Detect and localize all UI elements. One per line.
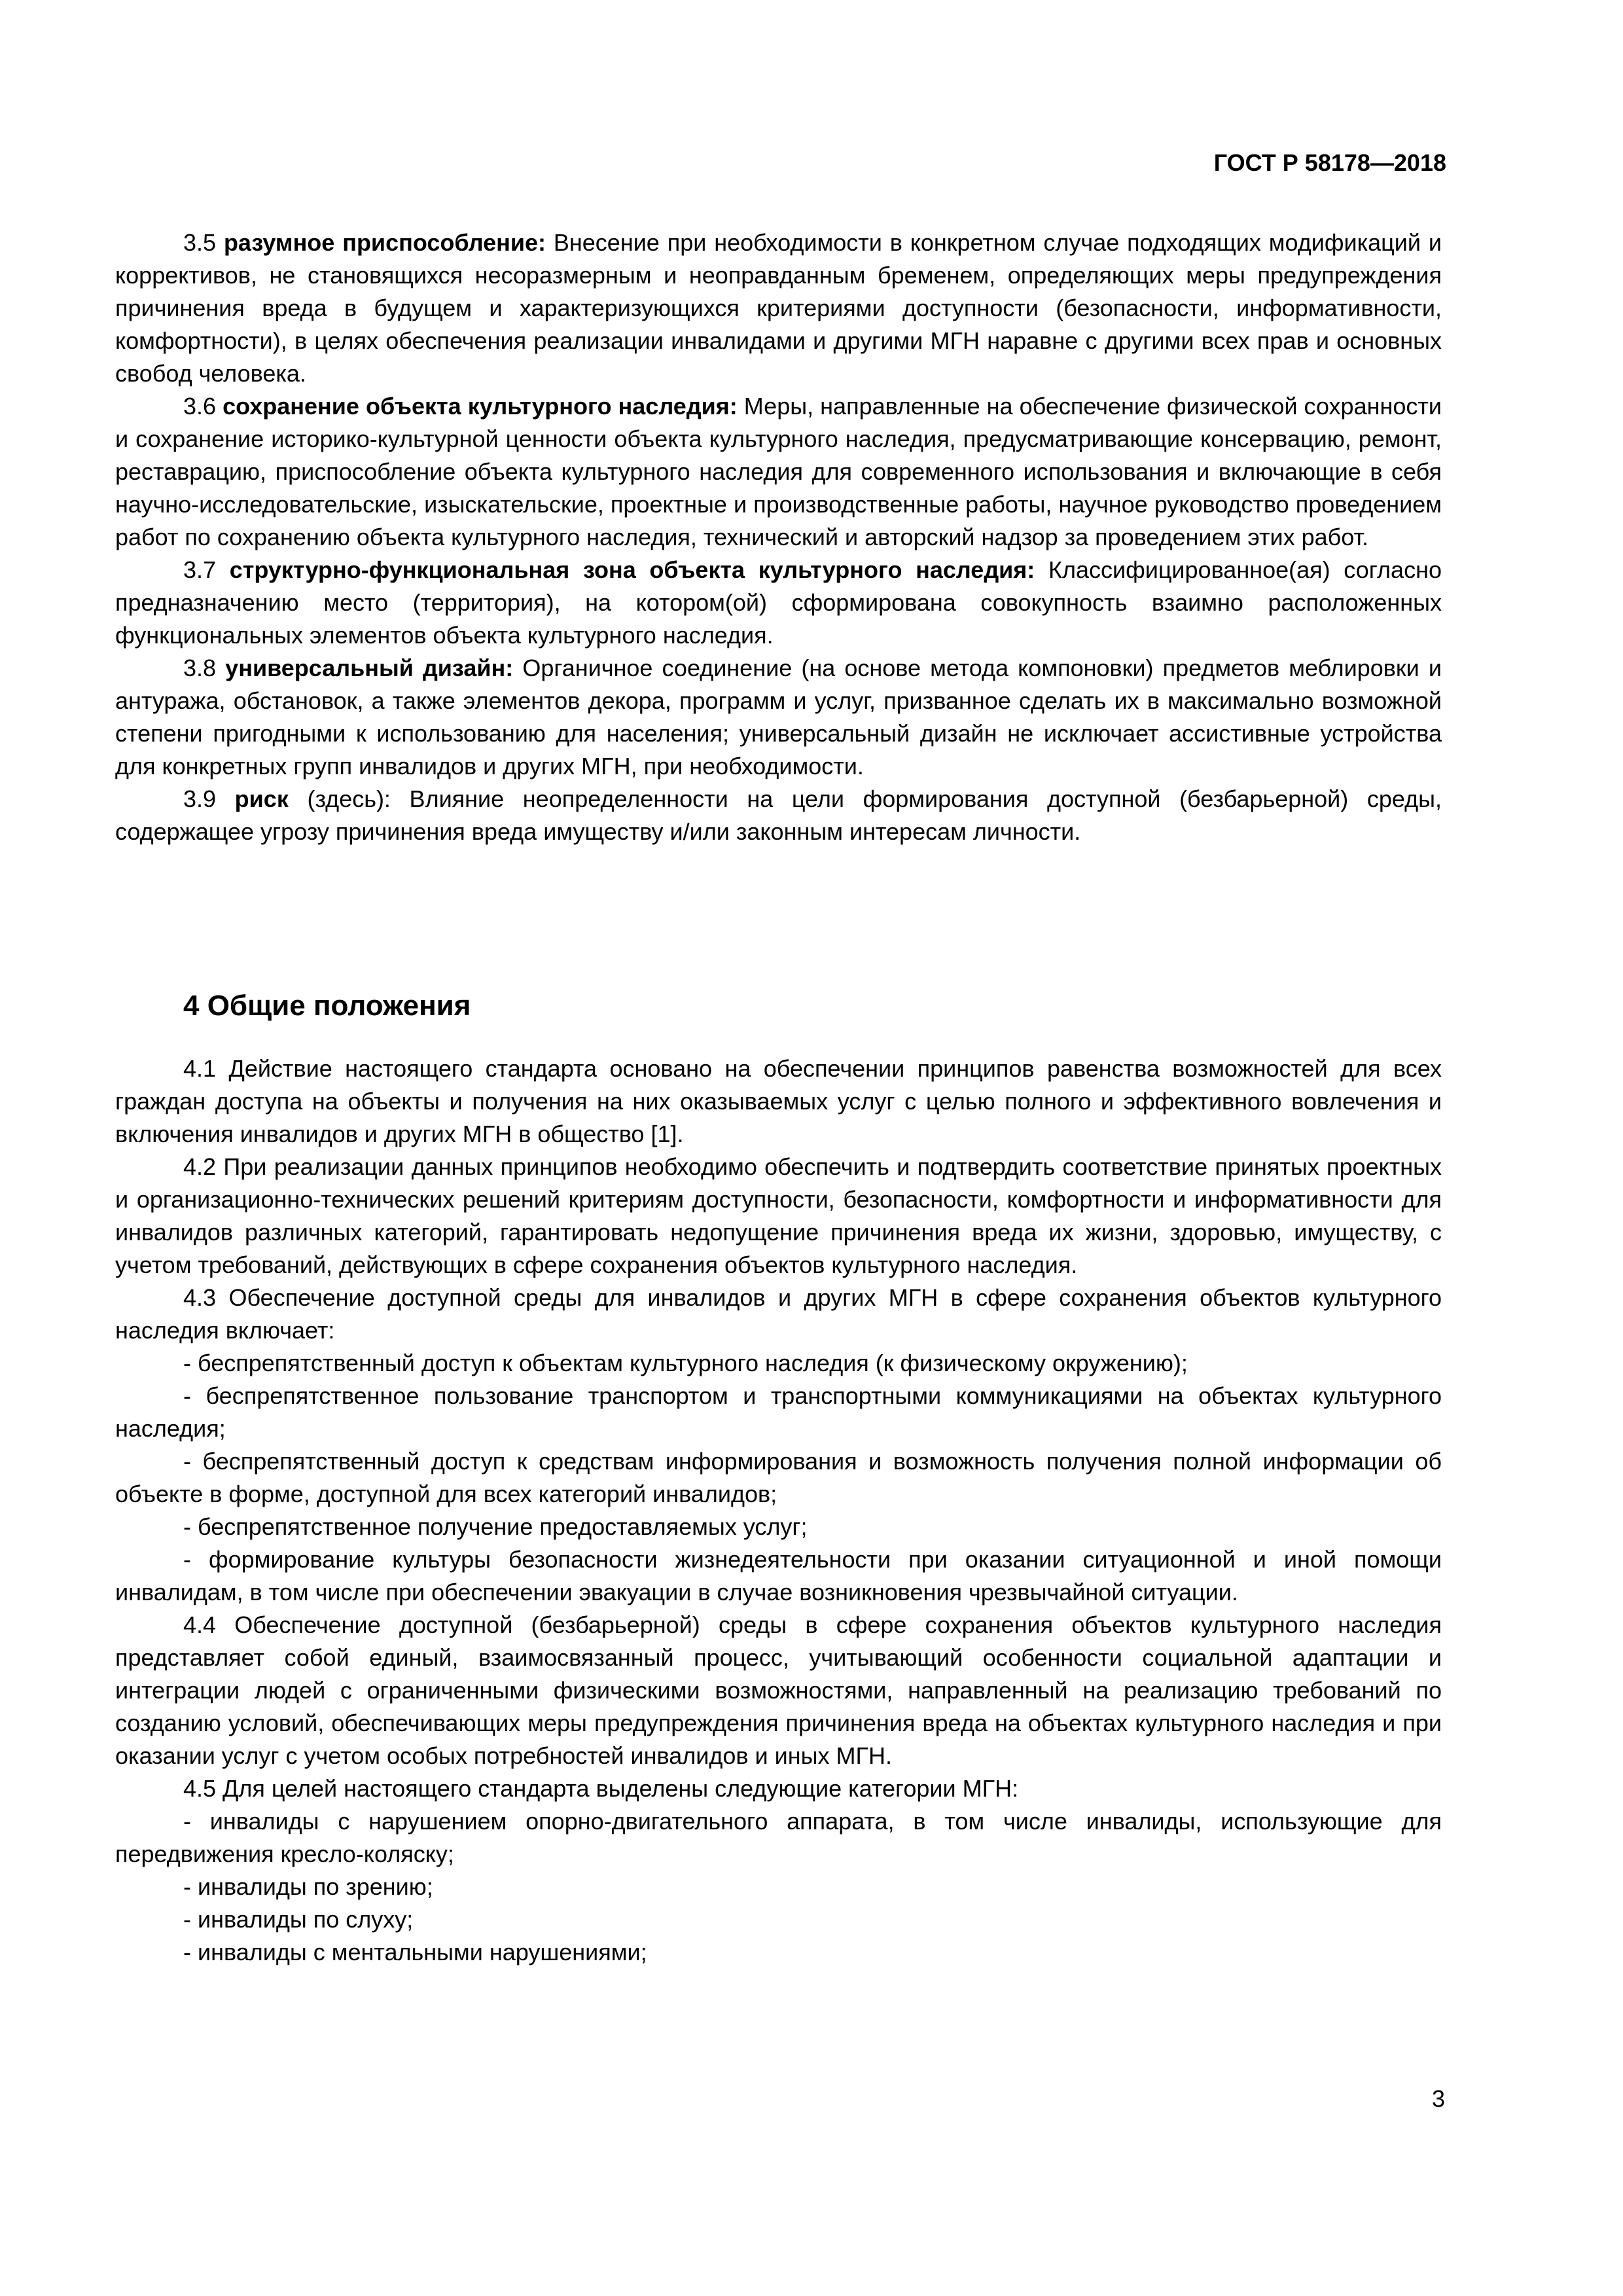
term-definition: Внесение при необходимости в конкретном случае подходящих модификаций и коррективов, не становящихся несоразмерным и неоправданным бременем, определяющих меры предупреждения причинения вреда в будущем и характеризующихся критериями доступности (безопасности, информативности, комфортности), в целях обеспечения реализации инвалидами и другими МГН наравне с другими всех прав и основных свобод человека. — [115, 229, 1442, 387]
list-item: - беспрепятственный доступ к средствам информирования и возможность получения полной информации об объекте в форме, доступной для всех категорий инвалидов; — [115, 1448, 1442, 1507]
list-item: - беспрепятственное получение предоставляемых услуг; — [183, 1513, 808, 1540]
list-item: - беспрепятственное пользование транспортом и транспортными коммуникациями на объектах культурного наследия; — [115, 1382, 1442, 1442]
term-name: риск — [234, 785, 289, 812]
page-number: 3 — [1431, 2085, 1445, 2112]
term-paragraph — [115, 783, 1442, 848]
paragraph: 4.1 Действие настоящего стандарта основано на обеспечении принципов равенства возможностей для всех граждан доступа на объекты и получения на них оказываемых услуг с целью полного и эффективного вовлечения и включения инвалидов и других МГН в общество [1]. — [115, 1055, 1442, 1147]
list-item: - инвалиды с ментальными нарушениями; — [183, 1939, 647, 1965]
list-item: - инвалиды с нарушением опорно-двигательного аппарата, в том числе инвалиды, использующие для передвижения кресло-коляску; — [115, 1808, 1442, 1867]
section-4-heading: 4 Общие положения — [183, 990, 471, 1022]
term-number: 3.7 — [183, 556, 217, 583]
list-item: - инвалиды по зрению; — [183, 1873, 433, 1900]
term-definition: (здесь): Влияние неопределенности на цели формирования доступной (безбарьерной) среды, содержащее угрозу причинения вреда имуществу и/или законным интересам личности. — [115, 785, 1442, 845]
term-number: 3.8 — [183, 655, 217, 681]
section-3-terms — [115, 226, 1442, 848]
term-paragraph — [115, 390, 1442, 554]
list-item: - инвалиды по слуху; — [183, 1906, 414, 1933]
term-definition: Меры, направленные на обеспечение физической сохранности и сохранение историко-культурной ценности объекта культурного наследия, предусматривающие консервацию, ремонт, реставрацию, приспособление объекта культурного наследия для современного использования и включающие в себя научно-исследовательские, изыскательские, проектные и производственные работы, научное руководство проведением работ по сохранению объекта культурного наследия, технический и авторский надзор за проведением этих работ. — [115, 393, 1442, 550]
paragraph: 4.4 Обеспечение доступной (безбарьерной) среды в сфере сохранения объектов культурного наследия представляет собой единый, взаимосвязанный процесс, учитывающий особенности социальной адаптации и интеграции людей с ограниченными физическими возможностями, направленный на реализацию требований по созданию условий, обеспечивающих меры предупреждения причинения вреда на объектах культурного наследия и при оказании услуг с учетом особых потребностей инвалидов и иных МГН. — [115, 1611, 1442, 1769]
list-item: - беспрепятственный доступ к объектам культурного наследия (к физическому окружению); — [183, 1350, 1188, 1376]
term-number: 3.5 — [183, 229, 217, 256]
term-name: структурно-функциональная зона объекта культурного наследия: — [229, 556, 1035, 583]
term-name: сохранение объекта культурного наследия: — [223, 393, 738, 420]
paragraph: 4.3 Обеспечение доступной среды для инвалидов и других МГН в сфере сохранения объектов культурного наследия включает: — [115, 1284, 1442, 1344]
term-number: 3.6 — [183, 393, 217, 420]
term-paragraph — [115, 554, 1442, 652]
document-header: ГОСТ Р 58178—2018 — [1213, 149, 1446, 176]
paragraph: 4.5 Для целей настоящего стандарта выделены следующие категории МГН: — [183, 1775, 1019, 1802]
term-definition: Классифицированное(ая) согласно предназначению место (территория), на котором(ой) сформирована совокупность взаимно расположенных функциональных элементов объекта культурного наследия. — [115, 556, 1442, 649]
list-item: - формирование культуры безопасности жизнедеятельности при оказании ситуационной и иной помощи инвалидам, в том числе при обеспечении эвакуации в случае возникновения чрезвычайной ситуации. — [115, 1546, 1442, 1605]
term-number: 3.9 — [183, 785, 217, 812]
term-name: разумное приспособление: — [223, 229, 546, 256]
term-paragraph — [115, 226, 1442, 390]
term-paragraph — [115, 652, 1442, 783]
paragraph: 4.2 При реализации данных принципов необходимо обеспечить и подтвердить соответствие принятых проектных и организационно-технических решений критериям доступности, безопасности, комфортности и информативности для инвалидов различных категорий, гарантировать недопущение причинения вреда их жизни, здоровью, имуществу, с учетом требований, действующих в сфере сохранения объектов культурного наследия. — [115, 1153, 1442, 1278]
term-name: универсальный дизайн: — [225, 655, 514, 681]
term-definition: Органичное соединение (на основе метода компоновки) предметов меблировки и антуража, обстановок, а также элементов декора, программ и услуг, призванное сделать их в максимально возможной степени пригодными к использованию для населения; универсальный дизайн не исключает ассистивные устройства для конкретных групп инвалидов и других МГН, при необходимости. — [115, 655, 1442, 780]
section-4-body — [115, 1052, 1442, 1969]
